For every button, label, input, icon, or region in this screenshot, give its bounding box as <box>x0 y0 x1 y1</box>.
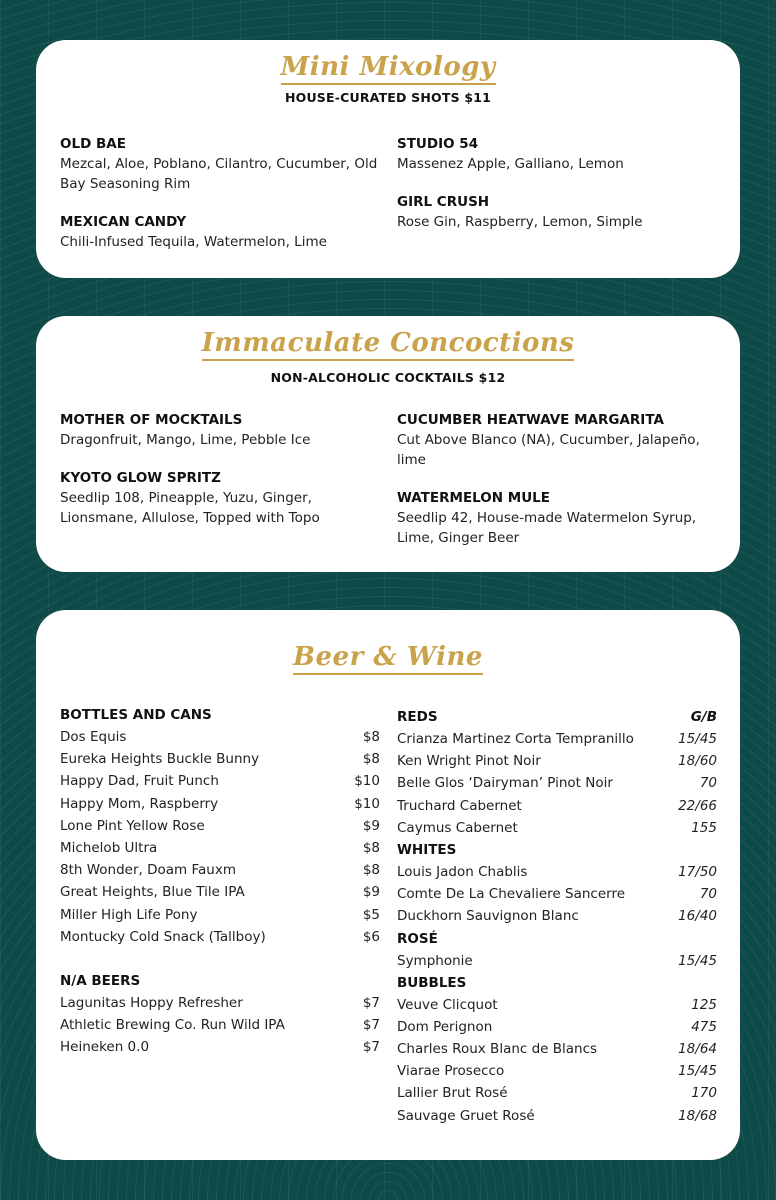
immaculate-concoctions-card <box>36 316 740 572</box>
item-description: Seedlip 108, Pineapple, Yuzu, Ginger, Lionsmane, Allulose, Topped with Topo <box>60 490 320 526</box>
beer-wine-card <box>36 610 740 1160</box>
list-item: Dos Equis $8 <box>60 729 380 745</box>
item-name: OLD BAE <box>60 136 126 152</box>
item-description: Massenez Apple, Galliano, Lemon <box>397 156 624 172</box>
item-description: Seedlip 42, House-made Watermelon Syrup, Lime, Ginger Beer <box>397 510 697 546</box>
item-description: Chili-Infused Tequila, Watermelon, Lime <box>60 234 327 250</box>
mini-left-column <box>60 134 390 270</box>
list-item: Miller High Life Pony $5 <box>60 906 380 923</box>
na-beers-header: N/A BEERS <box>60 972 141 989</box>
menu-item <box>397 488 727 548</box>
list-item: Truchard Cabernet 22/66 <box>397 797 717 814</box>
list-item: Lallier Brut Rosé 170 <box>397 1085 717 1102</box>
list-item: Crianza Martinez Corta Tempranillo 15/45 <box>397 731 717 747</box>
mini-mixology-title: Mini Mixology <box>36 52 740 82</box>
item-description: Dragonfruit, Mango, Lime, Pebble Ice <box>60 432 311 448</box>
rose-header: ROSÉ <box>397 930 438 947</box>
list-item: Eureka Heights Buckle Bunny $8 <box>60 751 380 768</box>
list-item: Montucky Cold Snack (Tallboy) $6 <box>60 928 380 945</box>
list-item: Lagunitas Hoppy Refresher $7 <box>60 994 380 1011</box>
reds-header: REDS G/B <box>397 706 717 728</box>
item-name: STUDIO 54 <box>397 136 479 152</box>
list-item: Sauvage Gruet Rosé 18/68 <box>397 1107 717 1124</box>
list-item: 8th Wonder, Doam Fauxm $8 <box>60 862 380 879</box>
list-item: Heineken 0.0 $7 <box>60 1039 380 1056</box>
list-item: Duckhorn Sauvignon Blanc 16/40 <box>397 908 717 925</box>
item-name: KYOTO GLOW SPRITZ <box>60 470 221 486</box>
item-name: MEXICAN CANDY <box>60 214 187 230</box>
menu-item <box>60 212 390 252</box>
list-item: Viarae Prosecco 15/45 <box>397 1063 717 1080</box>
mini-mixology-subtitle: HOUSE-CURATED SHOTS $11 <box>284 90 492 105</box>
list-item: Veuve Clicquot 125 <box>397 996 717 1013</box>
immaculate-left-column <box>60 410 390 546</box>
menu-item <box>397 410 727 470</box>
list-item: Happy Dad, Fruit Punch $10 <box>60 773 380 790</box>
item-description: Rose Gin, Raspberry, Lemon, Simple <box>397 214 643 230</box>
menu-item <box>397 134 727 174</box>
item-description: Mezcal, Aloe, Poblano, Cilantro, Cucumber, Old Bay Seasoning Rim <box>60 156 378 192</box>
list-item: Lone Pint Yellow Rose $9 <box>60 817 380 834</box>
list-item: Charles Roux Blanc de Blancs 18/64 <box>397 1041 717 1058</box>
list-item: Athletic Brewing Co. Run Wild IPA $7 <box>60 1017 380 1034</box>
item-name: MOTHER OF MOCKTAILS <box>60 412 243 428</box>
beer-list <box>60 704 380 1058</box>
list-item: Comte De La Chevaliere Sancerre 70 <box>397 886 717 903</box>
immaculate-right-column <box>397 410 727 566</box>
item-name: CUCUMBER HEATWAVE MARGARITA <box>397 412 664 428</box>
menu-item <box>60 468 390 528</box>
list-item: Caymus Cabernet 155 <box>397 819 717 836</box>
mini-right-column <box>397 134 727 250</box>
list-item: Ken Wright Pinot Noir 18/60 <box>397 753 717 770</box>
mini-mixology-card <box>36 40 740 278</box>
list-item: Symphonie 15/45 <box>397 952 717 969</box>
list-item: Dom Perignon 475 <box>397 1018 717 1035</box>
glass-bottle-label: G/B <box>690 709 717 725</box>
bottles-header: BOTTLES AND CANS <box>60 707 212 723</box>
item-description: Cut Above Blanco (NA), Cucumber, Jalapeño, lime <box>397 432 700 468</box>
bubbles-header: BUBBLES <box>397 974 467 991</box>
list-item: Happy Mom, Raspberry $10 <box>60 795 380 812</box>
immaculate-concoctions-title: Immaculate Concoctions <box>36 328 740 358</box>
menu-item <box>60 134 390 194</box>
item-name: WATERMELON MULE <box>397 490 550 506</box>
menu-item <box>60 410 390 450</box>
whites-header: WHITES <box>397 841 457 858</box>
list-item: Michelob Ultra $8 <box>60 839 380 856</box>
list-item: Belle Glos ‘Dairyman’ Pinot Noir 70 <box>397 775 717 792</box>
list-item: Great Heights, Blue Tile IPA $9 <box>60 884 380 901</box>
beer-wine-title: Beer & Wine <box>36 642 740 672</box>
immaculate-concoctions-subtitle: NON-ALCOHOLIC COCKTAILS $12 <box>270 370 506 385</box>
item-name: GIRL CRUSH <box>397 194 490 210</box>
wine-list <box>397 706 717 1127</box>
list-item: Louis Jadon Chablis 17/50 <box>397 863 717 880</box>
menu-item <box>397 192 727 232</box>
